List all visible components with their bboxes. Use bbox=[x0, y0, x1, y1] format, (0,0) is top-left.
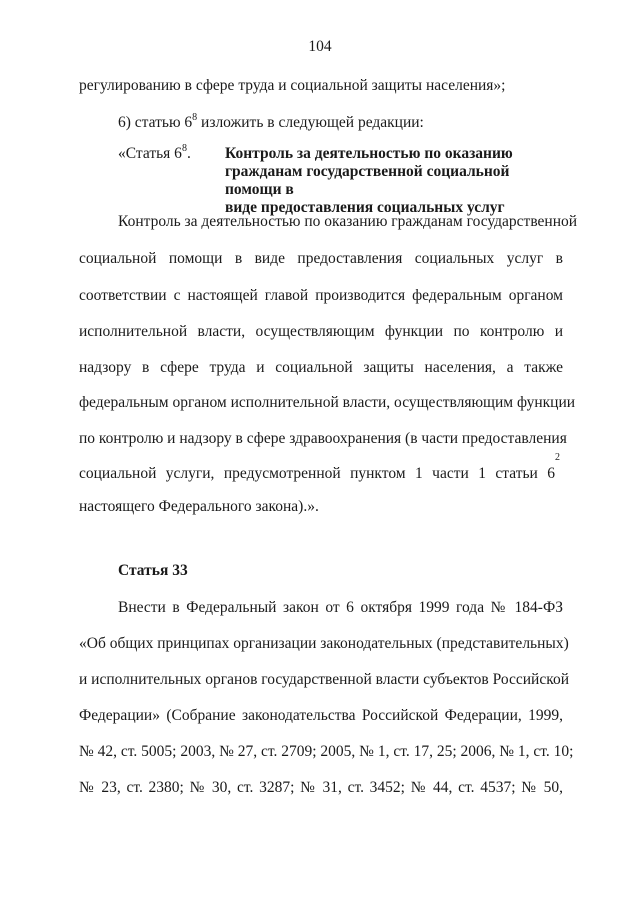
paragraph-1-line: надзору в сфере труда и социальной защиты населения, а также bbox=[79, 359, 563, 376]
article-title: Контроль за деятельностью по оказанию гражданам государственной социальной помощи в виде предоставления социальных услуг bbox=[225, 145, 513, 216]
paragraph-1-line: соответствии с настоящей главой производится федеральным органом bbox=[79, 287, 563, 304]
paragraph-2-line: Внести в Федеральный закон от 6 октября 1999 года № 184-ФЗ bbox=[118, 599, 563, 616]
paragraph-2-line: № 42, ст. 5005; 2003, № 27, ст. 2709; 2005, № 1, ст. 17, 25; 2006, № 1, ст. 10; bbox=[79, 743, 574, 760]
section-title: Статья 33 bbox=[118, 562, 188, 579]
continuation-line: регулированию в сфере труда и социальной защиты населения»; bbox=[79, 77, 506, 94]
article-label: «Статья $6^8$. bbox=[118, 142, 191, 162]
paragraph-2-line: № 23, ст. 2380; № 30, ст. 3287; № 31, ст. 3452; № 44, ст. 4537; № 50, bbox=[79, 779, 563, 796]
item-6-line: 6) статью $6^8$ изложить в следующей редакции: bbox=[118, 111, 424, 131]
paragraph-2-line: и исполнительных органов государственной власти субъектов Российской bbox=[79, 671, 570, 688]
paragraph-1-line: Контроль за деятельностью по оказанию гражданам государственной bbox=[118, 213, 578, 230]
paragraph-1-last-line: настоящего Федерального закона).». bbox=[79, 498, 319, 515]
page-number: 104 bbox=[308, 38, 332, 55]
paragraph-1-line: исполнительной власти, осуществляющим функции по контролю и bbox=[79, 323, 563, 340]
paragraph-1-line: социальной помощи в виде предоставления социальных услуг в bbox=[79, 250, 563, 267]
paragraph-2-line: «Об общих принципах организации законодательных (представительных) bbox=[79, 635, 569, 652]
paragraph-1-line: федеральным органом исполнительной власти, осуществляющим функции bbox=[79, 394, 576, 411]
paragraph-2-line: Федерации» (Собрание законодательства Российской Федерации, 1999, bbox=[79, 707, 563, 724]
paragraph-1-line-with-sup: социальной услуги, предусмотренной пунктом 1 части 1 статьи 6 bbox=[79, 465, 555, 482]
item-6-superscript: 8 bbox=[192, 111, 198, 123]
paragraph-1-line: по контролю и надзору в сфере здравоохранения (в части предоставления bbox=[79, 430, 567, 447]
